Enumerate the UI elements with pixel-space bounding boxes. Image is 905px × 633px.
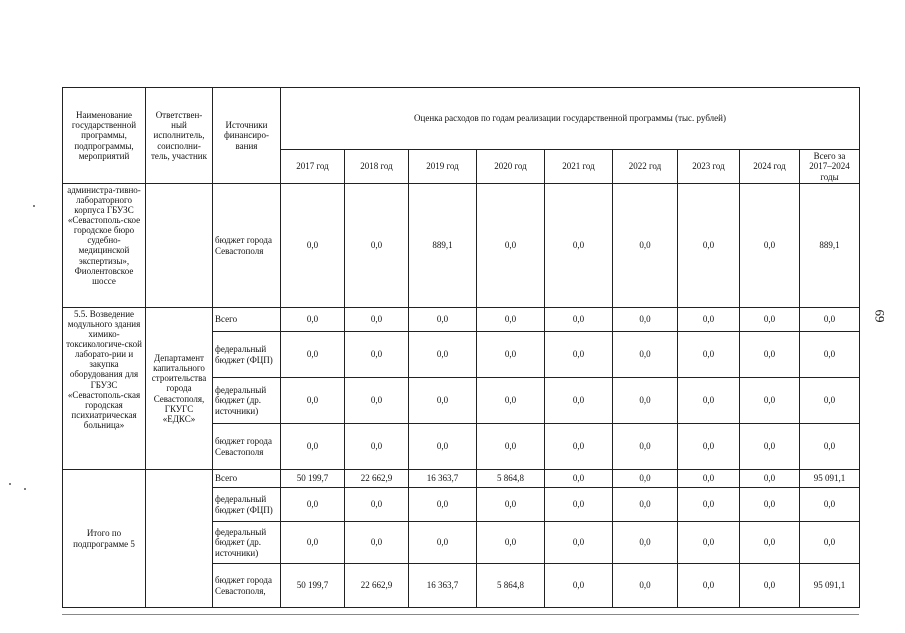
value-cell: 0,0 [409,378,477,424]
header-estimate-title: Оценка расходов по годам реализации государственной программы (тыс. рублей) [281,88,860,150]
value-cell: 0,0 [477,332,545,378]
value-cell: 0,0 [613,378,678,424]
value-cell: 0,0 [345,424,409,470]
value-cell: 0,0 [740,378,800,424]
value-cell: 0,0 [409,308,477,332]
activity-name: администра-тивно-лабораторного корпуса ГБУЗС «Севастополь-ское городское бюро судебно-медицинской экспертизы», Фиолентовское шоссе [63,184,146,308]
table-row [63,470,860,488]
value-cell: 0,0 [345,184,409,308]
value-cell: 50 199,7 [281,470,345,488]
value-cell: 0,0 [477,184,545,308]
value-cell: 0,0 [545,488,613,522]
value-cell: 889,1 [409,184,477,308]
funding-source: Всего [213,470,281,488]
value-cell: 0,0 [545,378,613,424]
total-cell: 0,0 [800,488,860,522]
value-cell: 0,0 [409,424,477,470]
funding-source: бюджет города Севастополя [213,184,281,308]
value-cell: 0,0 [345,308,409,332]
header-year: 2023 год [678,150,740,184]
responsible-cell: Департамент капитального строительства города Севастополя, ГКУГС «ЕДКС» [146,308,213,470]
funding-source: Всего [213,308,281,332]
value-cell: 0,0 [545,564,613,608]
total-cell: 95 091,1 [800,470,860,488]
total-cell: 0,0 [800,332,860,378]
value-cell: 0,0 [740,470,800,488]
activity-name: Итого по подпрограмме 5 [63,470,146,608]
scan-speck [33,205,35,207]
table-row [63,308,860,332]
header-year: 2019 год [409,150,477,184]
page-number: 69 [872,309,888,323]
scan-speck [9,483,11,485]
funding-source: федеральный бюджет (ФЦП) [213,488,281,522]
funding-source: бюджет города Севастополя [213,424,281,470]
value-cell: 0,0 [281,522,345,564]
value-cell: 5 864,8 [477,470,545,488]
value-cell: 0,0 [545,522,613,564]
header-source-col: Источники финансиро-вания [213,88,281,184]
value-cell: 0,0 [740,488,800,522]
value-cell: 0,0 [281,184,345,308]
value-cell: 0,0 [281,424,345,470]
value-cell: 0,0 [678,424,740,470]
funding-source: бюджет города Севастополя, [213,564,281,608]
total-cell: 0,0 [800,424,860,470]
value-cell: 16 363,7 [409,470,477,488]
table-row [63,184,860,308]
total-cell: 0,0 [800,522,860,564]
value-cell: 0,0 [477,522,545,564]
value-cell: 0,0 [613,470,678,488]
total-cell: 889,1 [800,184,860,308]
activity-name: 5.5. Возведение модульного здания химико-токсикологиче-ской лаборато-рии и закупка оборудования для ГБУЗС «Севастополь-ская городская психиатрическая больница» [63,308,146,470]
value-cell: 0,0 [678,308,740,332]
value-cell: 0,0 [477,378,545,424]
responsible-cell [146,184,213,308]
value-cell: 0,0 [678,378,740,424]
value-cell: 0,0 [613,488,678,522]
value-cell: 0,0 [477,308,545,332]
value-cell: 0,0 [545,184,613,308]
value-cell: 0,0 [545,308,613,332]
value-cell: 0,0 [281,378,345,424]
value-cell: 0,0 [740,332,800,378]
value-cell: 0,0 [613,332,678,378]
value-cell: 0,0 [477,424,545,470]
funding-source: федеральный бюджет (ФЦП) [213,332,281,378]
value-cell: 0,0 [740,522,800,564]
total-cell: 95 091,1 [800,564,860,608]
value-cell: 5 864,8 [477,564,545,608]
value-cell: 0,0 [678,564,740,608]
value-cell: 0,0 [545,424,613,470]
value-cell: 0,0 [678,488,740,522]
value-cell: 0,0 [345,378,409,424]
value-cell: 0,0 [409,488,477,522]
value-cell: 0,0 [345,332,409,378]
value-cell: 0,0 [281,488,345,522]
header-year: 2017 год [281,150,345,184]
total-cell: 0,0 [800,378,860,424]
header-name-col: Наименование государственной программы, подпрограммы, мероприятий [63,88,146,184]
total-cell: 0,0 [800,308,860,332]
header-total: Всего за 2017–2024 годы [800,150,860,184]
value-cell: 0,0 [545,470,613,488]
value-cell: 0,0 [409,522,477,564]
funding-source: федеральный бюджет (др. источники) [213,378,281,424]
value-cell: 16 363,7 [409,564,477,608]
header-responsible-col: Ответствен-ный исполнитель, соисполни-тель, участник [146,88,213,184]
expenditure-table [62,87,860,608]
value-cell: 0,0 [613,308,678,332]
header-year: 2020 год [477,150,545,184]
value-cell: 0,0 [545,332,613,378]
value-cell: 0,0 [477,488,545,522]
value-cell: 0,0 [740,564,800,608]
value-cell: 0,0 [409,332,477,378]
value-cell: 0,0 [345,522,409,564]
value-cell: 0,0 [281,308,345,332]
value-cell: 0,0 [613,522,678,564]
value-cell: 0,0 [613,184,678,308]
responsible-cell [146,470,213,608]
scan-artifact-line [62,614,859,615]
value-cell: 0,0 [613,564,678,608]
funding-source: федеральный бюджет (др. источники) [213,522,281,564]
value-cell: 0,0 [740,308,800,332]
value-cell: 0,0 [740,184,800,308]
value-cell: 0,0 [281,332,345,378]
header-year: 2022 год [613,150,678,184]
header-year: 2024 год [740,150,800,184]
value-cell: 22 662,9 [345,470,409,488]
value-cell: 50 199,7 [281,564,345,608]
value-cell: 0,0 [613,424,678,470]
value-cell: 0,0 [678,332,740,378]
value-cell: 0,0 [678,522,740,564]
value-cell: 0,0 [678,470,740,488]
header-year: 2021 год [545,150,613,184]
scan-speck [24,488,26,490]
value-cell: 0,0 [740,424,800,470]
value-cell: 0,0 [345,488,409,522]
value-cell: 0,0 [678,184,740,308]
header-year: 2018 год [345,150,409,184]
value-cell: 22 662,9 [345,564,409,608]
